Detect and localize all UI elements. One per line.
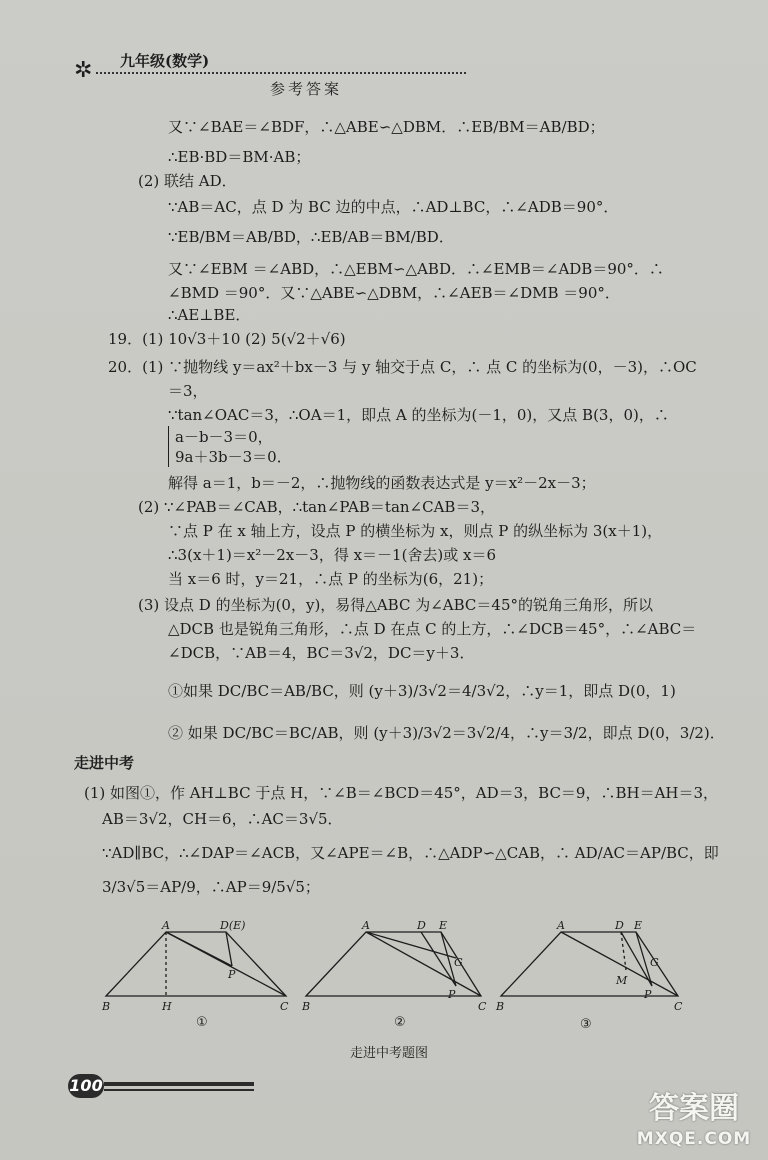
answer-line: ∵tan∠OAC＝3，∴OA＝1，即点 A 的坐标为(－1，0)，又点 B(3，0)，∴ (168, 406, 669, 424)
page-footer-rule (104, 1082, 254, 1086)
label-fig2-G: G (454, 956, 463, 969)
answer-line: 20．(1) ∵抛物线 y＝ax²＋bx－3 与 y 轴交于点 C，∴ 点 C 的坐标为(0，－3)，∴OC (108, 358, 697, 376)
answer-line: ∴EB·BD＝BM·AB； (168, 148, 311, 166)
label-fig3-G: G (650, 956, 659, 969)
equation-row: a－b－3＝0， (168, 426, 273, 447)
answer-line: 又∵∠EBM ＝∠ABD，∴△EBM∽△ABD．∴∠EMB＝∠ADB＝90°．∴ (168, 260, 664, 278)
label-fig1-DE: D(E) (220, 919, 246, 932)
label-fig1-A: A (162, 919, 170, 932)
section-line: (1) 如图①，作 AH⊥BC 于点 H，∵∠B＝∠BCD＝45°，AD＝3，BC＝9，∴BH＝AH＝3， (84, 784, 719, 802)
label-fig1-C: C (280, 1000, 289, 1013)
section-line: ∵AD∥BC，∴∠DAP＝∠ACB，又∠APE＝∠B，∴△ADP∽△CAB，∴ AD/AC＝AP/BC，即 (102, 844, 719, 862)
header-title: 九年级(数学) (120, 52, 210, 70)
label-fig1-B: B (102, 1000, 111, 1013)
label-fig3-B: B (496, 1000, 505, 1013)
answer-line: 19．(1) 10√3＋10 (2) 5(√2＋√6) (108, 330, 346, 348)
answer-line: △DCB 也是锐角三角形，∴点 D 在点 C 的上方，∴∠DCB＝45°，∴∠ABC＝ (168, 620, 697, 638)
label-figure-3: ③ (580, 1017, 592, 1032)
label-fig2-C: C (478, 1000, 487, 1013)
page-number: 100 (68, 1074, 104, 1098)
answer-line: ∴3(x＋1)＝x²－2x－3，得 x＝－1(舍去)或 x＝6 (168, 546, 497, 564)
answer-line: 又∵∠BAE＝∠BDF，∴△ABE∽△DBM．∴EB/BM＝AB/BD； (168, 118, 605, 136)
section-line: AB＝3√2，CH＝6，∴AC＝3√5． (102, 810, 343, 828)
answer-line: ∠BMD ＝90°．又∵△ABE∽△DBM，∴∠AEB＝∠DMB ＝90°． (168, 284, 620, 302)
label-fig3-E: E (634, 919, 643, 932)
label-fig3-A: A (557, 919, 565, 932)
watermark-line2: MXQE.COM (636, 1129, 752, 1149)
label-fig3-D: D (615, 919, 624, 932)
label-figure-2: ② (394, 1015, 406, 1030)
watermark-logo (624, 1090, 764, 1156)
section-line: 3/3√5＝AP/9，∴AP＝9/5√5； (102, 878, 320, 896)
label-fig2-A: A (362, 919, 370, 932)
figure-number-labels (196, 1015, 592, 1032)
equation-row: 9a＋3b－3＝0． (168, 446, 292, 467)
answer-line: 解得 a＝1，b＝－2，∴抛物线的函数表达式是 y＝x²－2x－3； (168, 474, 596, 492)
answer-line: ∵AB＝AC，点 D 为 BC 边的中点，∴AD⊥BC，∴∠ADB＝90°． (168, 198, 619, 216)
answer-line: ＝3， (168, 382, 208, 400)
answer-line: ①如果 DC/BC＝AB/BC，则 (y＋3)/3√2＝4/3√2，∴y＝1，即点 D(0，1) (168, 682, 676, 700)
figure-1 (106, 932, 286, 996)
figure-point-labels (101, 919, 683, 1013)
header-logo-icon: ✲ (74, 58, 93, 83)
figure-caption: 走进中考题图 (350, 1046, 429, 1061)
answer-line: ∠DCB，∵AB＝4，BC＝3√2，DC＝y＋3． (168, 644, 475, 662)
geometry-svg (96, 918, 696, 1038)
label-fig3-M: M (616, 974, 628, 987)
label-fig1-P: P (228, 968, 236, 981)
answer-line: (2) 联结 AD． (138, 172, 237, 190)
label-fig1-H: H (162, 1000, 172, 1013)
section-title: 走进中考 (74, 754, 135, 772)
answer-line: ∵点 P 在 x 轴上方，设点 P 的横坐标为 x，则点 P 的纵坐标为 3(x＋1)， (168, 522, 663, 540)
answer-line: (2) ∵∠PAB＝∠CAB，∴tan∠PAB＝tan∠CAB＝3， (138, 498, 495, 516)
label-fig2-B: B (302, 1000, 311, 1013)
answer-line: 当 x＝6 时，y＝21，∴点 P 的坐标为(6，21)； (168, 570, 494, 588)
page-footer-rule-thin (104, 1089, 254, 1091)
label-fig3-P: P (644, 988, 652, 1001)
watermark-line1: 答案圈 (649, 1091, 739, 1126)
label-fig2-P: P (448, 988, 456, 1001)
answer-line: (3) 设点 D 的坐标为(0，y)，易得△ABC 为∠ABC＝45°的锐角三角形，所以 (138, 596, 653, 614)
label-fig3-C: C (674, 1000, 683, 1013)
geometry-figures (96, 918, 696, 1038)
answer-line: ∴AE⊥BE． (168, 306, 251, 324)
answer-line: ∵EB/BM＝AB/BD，∴EB/AB＝BM/BD． (168, 228, 454, 246)
label-figure-1: ① (196, 1015, 208, 1030)
header-divider (96, 72, 466, 74)
header-subtitle: 参考答案 (270, 80, 343, 98)
label-fig2-D: D (417, 919, 426, 932)
answer-line: ② 如果 DC/BC＝BC/AB，则 (y＋3)/3√2＝3√2/4，∴y＝3/2，即点 D(0，3/2)． (168, 724, 725, 742)
label-fig2-E: E (439, 919, 448, 932)
